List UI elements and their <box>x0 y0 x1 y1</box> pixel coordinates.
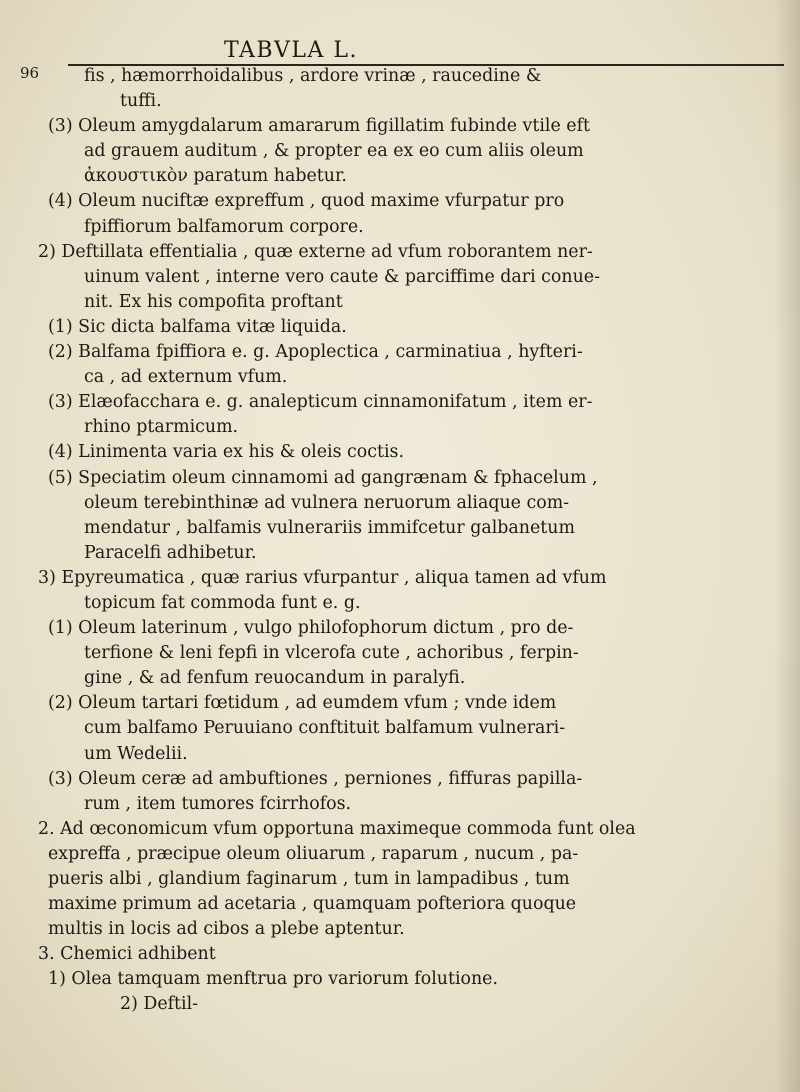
text-line: (3) Elæofacchara e. g. analepticum cinnamonifatum , item er- <box>48 392 593 413</box>
text-line: tuffi. <box>120 91 162 112</box>
text-line: (2) Balfama fpiffiora e. g. Apoplectica , carminatiua , hyfteri- <box>48 342 583 363</box>
text-line: 1) Olea tamquam menftrua pro variorum folutione. <box>48 969 498 990</box>
text-line: pueris albi , glandium faginarum , tum in lampadibus , tum <box>48 869 570 889</box>
page-number: 96 <box>20 64 40 82</box>
text-line: um Wedelii. <box>84 743 188 764</box>
text-line: maxime primum ad acetaria , quamquam pofteriora quoque <box>48 894 577 915</box>
text-line: ἀκουστικὸν paratum habetur. <box>84 166 347 187</box>
text-line: rum , item tumores fcirrhofos. <box>84 793 352 814</box>
text-line: fpiffiorum balfamorum corpore. <box>84 216 364 237</box>
text-line: Paracelfi adhibetur. <box>84 542 257 563</box>
text-line: (3) Oleum amygdalarum amararum figillatim fubinde vtile eft <box>48 116 591 137</box>
text-line: (2) Oleum tartari fœtidum , ad eumdem vfum ; vnde idem <box>48 693 557 714</box>
text-line: ad grauem auditum , & propter ea ex eo cum aliis oleum <box>84 141 584 162</box>
text-line: topicum fat commoda funt e. g. <box>84 592 361 613</box>
text-line: (1) Sic dicta balfama vitæ liquida. <box>48 316 347 337</box>
text-line: ca , ad externum vfum. <box>84 367 288 388</box>
text-line: (5) Speciatim oleum cinnamomi ad gangrænam & fphacelum , <box>48 467 598 488</box>
text-line: (4) Linimenta varia ex his & oleis coctis. <box>48 442 405 463</box>
running-title: TABVLA L. <box>224 38 359 63</box>
text-line: uinum valent , interne vero caute & parciffime dari conue- <box>84 266 600 287</box>
text-line: oleum terebinthinæ ad vulnera neruorum aliaque com- <box>84 492 570 513</box>
text-line: nit. Ex his compofita proftant <box>84 291 343 312</box>
text-line: cum balfamo Peruuiano conftituit balfamum vulnerari- <box>84 718 566 739</box>
text-line: gine , & ad fenfum reuocandum in paralyfi. <box>84 668 466 689</box>
text-line: (4) Oleum nuciftæ expreffum , quod maxime vfurpatur pro <box>48 191 565 212</box>
text-line: 2) Deftil- <box>120 994 199 1015</box>
text-line: 2. Ad œconomicum vfum opportuna maximeque commoda funt olea <box>38 818 636 839</box>
text-line: multis in locis ad cibos a plebe aptentur. <box>48 919 405 940</box>
text-line: mendatur , balfamis vulnerariis immifcetur galbanetum <box>84 517 575 538</box>
text-line: 3. Chemici adhibent <box>38 944 216 965</box>
text-line: 2) Deftillata effentialia , quæ externe ad vfum roborantem ner- <box>38 241 593 262</box>
text-line: fis , hæmorrhoidalibus , ardore vrinæ , raucedine & <box>84 66 542 86</box>
text-line: terfione & leni fepfi in vlcerofa cute , achoribus , ferpin- <box>84 643 579 664</box>
text-line: expreffa , præcipue oleum oliuarum , raparum , nucum , pa- <box>48 843 579 864</box>
text-line: (3) Oleum ceræ ad ambuftiones , perniones , fiffuras papilla- <box>48 768 583 789</box>
body-text <box>38 64 784 1018</box>
text-line: rhino ptarmicum. <box>84 417 239 438</box>
text-line: (1) Oleum laterinum , vulgo philofophorum dictum , pro de- <box>48 618 574 639</box>
text-line: 3) Epyreumatica , quæ rarius vfurpantur , aliqua tamen ad vfum <box>38 567 607 588</box>
